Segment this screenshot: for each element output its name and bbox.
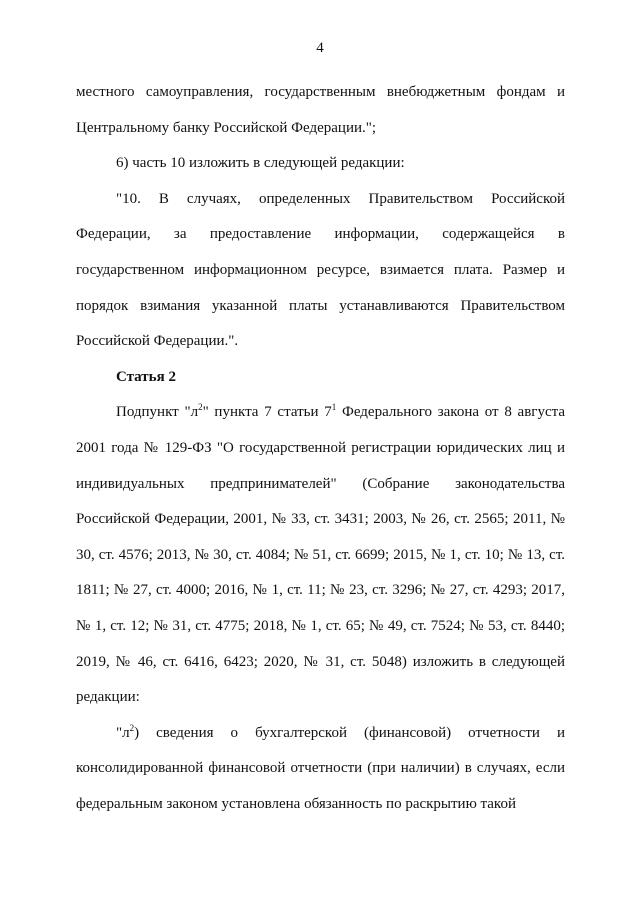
article-heading: Статья 2 [116, 368, 176, 385]
paragraph-continuation: местного самоуправления, государственным внебюджетным фондам и Центральному банку Российской Федерации."; [76, 84, 565, 136]
superscript: 1 [331, 402, 337, 413]
text-fragment: Федерального закона от 8 августа 2001 года № 129-ФЗ "О государственной регистрации юридических лиц и индивидуальных предпринимателей" (Собрание законодательства Российской Федерации, 2001, № 33, ст. 3431; 2003, № 26, ст. 2565; 2011, № 30, ст. 4576; 2013, № 30, ст. 4084; № 51, ст. 6699; 2015, № 1, ст. 10; № 13, ст. 1811; № 27, ст. 4000; 2016, № 1, ст. 11; № 23, ст. 3296; № 27, ст. 4293; 2017, № 1, ст. 12; № 31, ст. 4775; 2018, № 1, ст. 65; № 49, ст. 7524; № 53, ст. 8440; 2019, № 46, ст. 6416, 6423; 2020, № 31, ст. 5048) изложить в следующей редакции: [76, 404, 566, 706]
superscript: 2 [198, 402, 203, 413]
text-fragment: ) сведения о бухгалтерской (финансовой) отчетности и консолидированной финансовой отчетности (при наличии) в случаях, если федеральным законом установлена обязанность по раскрытию такой [76, 724, 565, 812]
text-fragment: Подпункт "л [116, 404, 199, 421]
document-body [76, 75, 565, 822]
page-number: 4 [316, 40, 324, 56]
superscript: 2 [129, 722, 135, 733]
paragraph-amendment-text: "10. В случаях, определенных Правительством Российской Федерации, за предоставление информации, содержащейся в государственном информационном ресурсе, взимается плата. Размер и порядок взимания указанной платы устанавливаются Правительством Российской Федерации.". [76, 190, 565, 350]
text-fragment: " пункта 7 статьи 7 [202, 404, 332, 421]
paragraph-amendment-item: 6) часть 10 изложить в следующей редакции: [116, 155, 405, 172]
text-fragment: "л [116, 724, 130, 741]
paragraph-article-body [76, 395, 565, 715]
paragraph-new-subitem [76, 716, 565, 823]
